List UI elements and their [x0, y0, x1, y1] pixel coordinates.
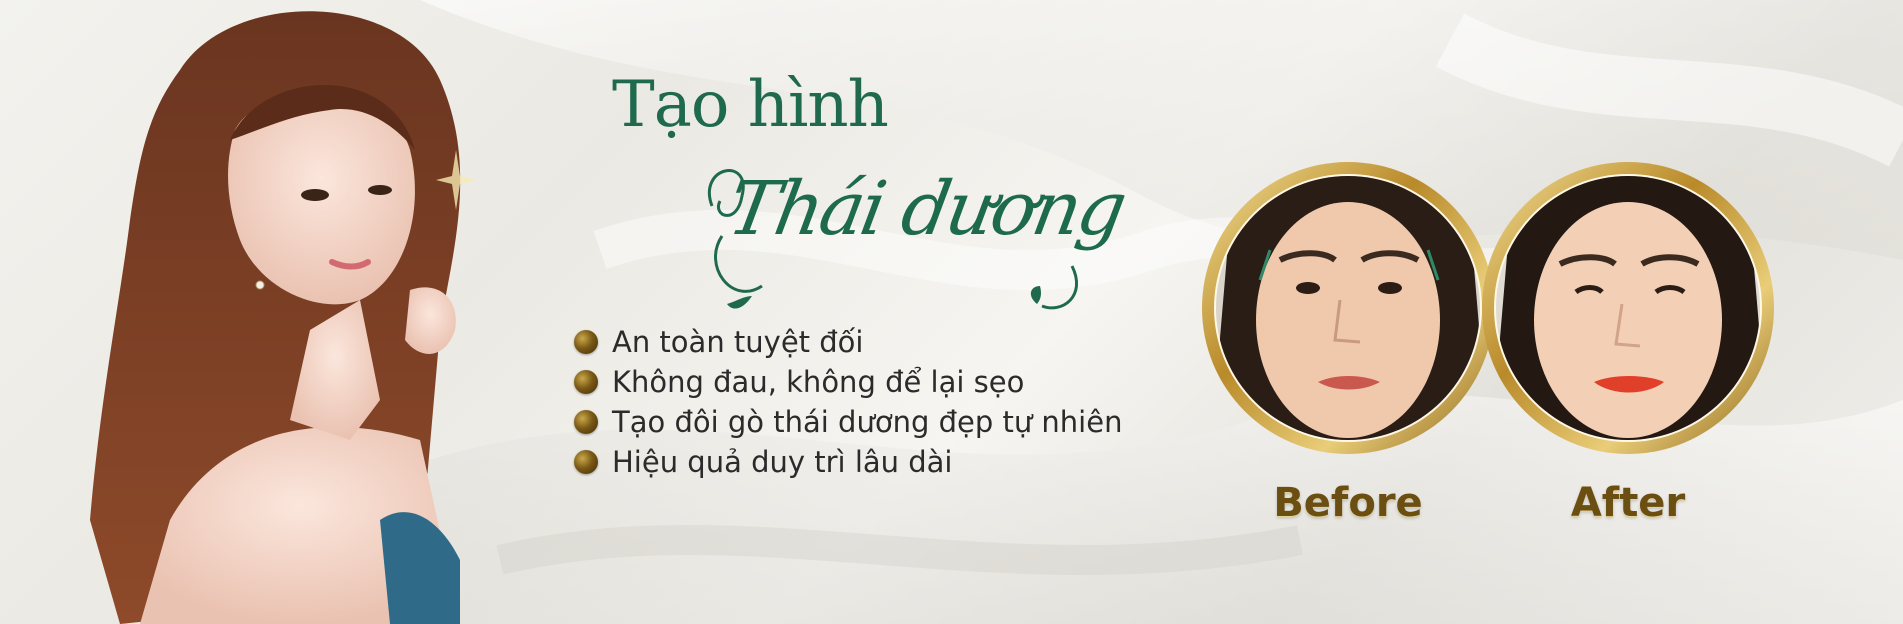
- before-after-comparison: [1200, 160, 1790, 540]
- model-portrait: [60, 0, 520, 624]
- list-item: [574, 322, 1122, 362]
- feature-text: Không đau, không để lại sẹo: [612, 365, 1025, 399]
- list-item: [574, 402, 1122, 442]
- headline: [612, 62, 1132, 312]
- list-item: [574, 442, 1122, 482]
- list-item: [574, 362, 1122, 402]
- bullet-dot-icon: [574, 370, 598, 394]
- title-line-1: Tạo hình: [612, 68, 888, 142]
- after-photo: [1480, 160, 1776, 456]
- bullet-dot-icon: [574, 450, 598, 474]
- feature-list: [574, 322, 1122, 482]
- bullet-dot-icon: [574, 410, 598, 434]
- after-label: After: [1570, 480, 1686, 526]
- before-photo: [1200, 160, 1496, 456]
- before-label: Before: [1273, 480, 1423, 526]
- bullet-dot-icon: [574, 330, 598, 354]
- feature-text: Hiệu quả duy trì lâu dài: [612, 445, 953, 479]
- feature-text: Tạo đôi gò thái dương đẹp tự nhiên: [612, 405, 1123, 439]
- sparkle-icon: [436, 150, 476, 210]
- feature-text: An toàn tuyệt đối: [612, 325, 864, 359]
- title-line-2: Thái dương: [722, 166, 1131, 252]
